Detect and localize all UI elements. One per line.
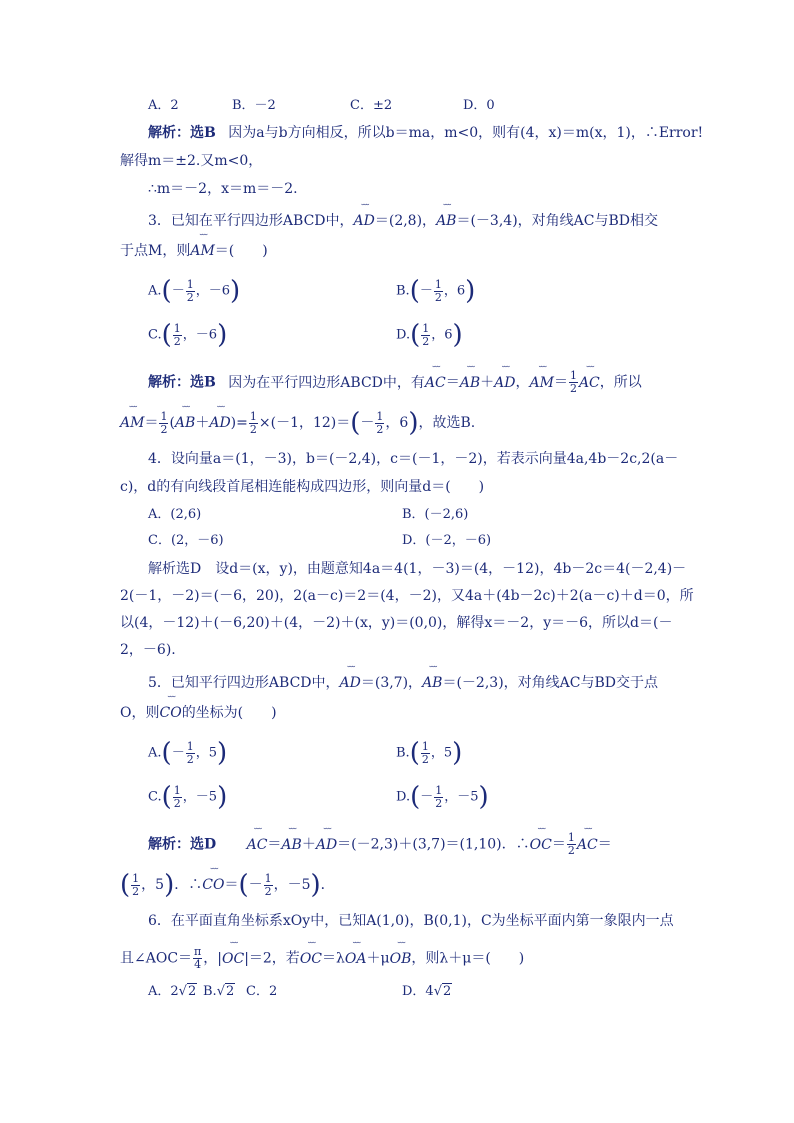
q2-analysis-text-1: 因为a与b方向相反，所以b＝ma，m<0，则有(4，x)＝m(x，1)，∴Error! (228, 125, 704, 141)
left-paren: ( (161, 276, 172, 306)
right-paren: ) (217, 320, 228, 350)
q3-option-d (396, 322, 463, 348)
q3-value: ，6 (431, 327, 453, 343)
vector-ab: ˘˘˘ AB (436, 212, 456, 230)
equals: ＝ (445, 374, 460, 391)
q6-stem-text: 且∠AOC＝ (120, 950, 193, 967)
q3-stem-line-1 (148, 212, 658, 230)
q5-option-c (148, 784, 227, 810)
left-paren: ( (238, 870, 249, 900)
sqrt-symbol: √2 (178, 984, 197, 999)
plus: ＋ (480, 374, 495, 391)
vector-am: ˘˘˘ AM (190, 242, 214, 260)
q2-analysis-line-1 (148, 124, 703, 142)
q3-value: ，6 (385, 415, 409, 431)
q6-option-b-label: B. (203, 984, 217, 999)
q4-option-c: C．(2，－6) (148, 533, 224, 548)
right-paren: ) (452, 320, 463, 350)
right-paren: ) (478, 782, 489, 812)
q3-value: ，－6 (182, 327, 218, 343)
equals: ＝ (144, 415, 159, 431)
q6-option-d-label: D．4 (402, 984, 434, 999)
sqrt-symbol: √2 (216, 984, 235, 999)
q5-stem-line-2 (120, 704, 277, 722)
comma: ， (515, 374, 530, 391)
fraction-half: $\frac{1}{2}$ (376, 409, 384, 436)
vector-ac: ˘˘˘ AC (579, 374, 600, 392)
left-paren: ( (161, 782, 172, 812)
vector-ac: ˘˘˘ AC (425, 374, 446, 392)
right-paren: ) (408, 408, 419, 438)
fraction-half: $\frac{1}{2}$ (422, 321, 430, 348)
right-paren: ) (164, 870, 175, 900)
q3-end-text: ，故选B. (418, 415, 476, 431)
q3-stem-text-2: 于点M，则 (120, 243, 191, 259)
q3-option-d-label: D. (396, 327, 411, 343)
q3-value: ，6 (443, 283, 466, 299)
q3-option-b (396, 278, 475, 304)
q6-option-c: C．2 (246, 984, 278, 999)
abs-close-text: |＝2，若 (244, 950, 300, 967)
equals: ＝ (597, 836, 612, 853)
q5-value: ，5 (141, 877, 165, 893)
q5-stem-text: 5．已知平行四边形ABCD中， (148, 675, 340, 691)
q3-option-c (148, 322, 227, 348)
fraction-half: $\frac{1}{2}$ (186, 277, 194, 304)
vector-ob: ˘˘˘ OB (390, 950, 412, 968)
fraction-half: $\frac{1}{2}$ (132, 871, 140, 898)
q4-stem-line-2: c)，d的有向线段首尾相连能构成四边形，则向量d＝( ) (120, 479, 485, 495)
period: ． (320, 877, 335, 893)
q4-analysis-line-4: 2，－6). (120, 642, 176, 658)
q6-option-a (148, 984, 197, 1000)
q2-option-b: B．－2 (232, 98, 276, 113)
q3-analysis-text: 因为在平行四边形ABCD中，有 (228, 374, 425, 391)
q3-answer-blank: ＝( ) (214, 243, 268, 259)
q4-analysis-line-2: 2(－1，－2)＝(－6，20)，2(a－c)＝2＝(4，－2)，又4a＋(4b－2c)＋2(a－c)＋d＝0，所 (120, 588, 694, 604)
q2-option-d: D．0 (463, 98, 495, 113)
vector-oa: ˘˘˘ OA (345, 950, 367, 968)
q5-option-d (396, 784, 489, 810)
vector-ac: ˘˘˘ AC (577, 836, 598, 854)
q2-analysis-label: 解析：选B (148, 125, 216, 141)
q5-analysis-line-2 (120, 872, 335, 898)
right-paren: ) (229, 276, 241, 306)
q6-option-b (203, 984, 235, 1000)
left-paren: ( (120, 870, 131, 900)
fraction-half: $\frac{1}{2}$ (569, 369, 577, 395)
fraction-half: $\frac{1}{2}$ (249, 409, 257, 436)
q5-option-a (148, 740, 227, 766)
plus: ＋ (195, 415, 210, 431)
fraction-half: $\frac{1}{2}$ (264, 871, 272, 898)
minus-sign: － (171, 283, 185, 299)
vector-co: ˘˘˘ CO (202, 876, 224, 894)
equals: ＝ (224, 877, 239, 893)
q3-stem-text: 3．已知在平行四边形ABCD中， (148, 213, 354, 229)
plus: ＋ (301, 836, 316, 853)
left-paren: ( (410, 320, 421, 350)
q5-value: ，－5 (273, 877, 311, 893)
q3-option-a-label: A. (148, 283, 162, 299)
q6-option-d (402, 984, 452, 1000)
q3-option-c-label: C. (148, 327, 162, 343)
q6-stem-line-2 (120, 946, 524, 971)
fraction-half: $\frac{1}{2}$ (434, 277, 442, 304)
vector-am: ˘˘˘ AM (529, 374, 553, 392)
vector-ad: ˘˘˘ AD (209, 414, 230, 432)
left-paren: ( (161, 738, 172, 768)
q5-option-c-label: C. (148, 789, 162, 805)
vector-ad: ˘˘˘ AD (494, 374, 515, 392)
q5-option-b-label: B. (396, 745, 410, 761)
q5-analysis-line-1 (148, 832, 612, 857)
q2-option-a: A．2 (148, 98, 179, 113)
q3-option-a (148, 278, 240, 304)
q3-analysis-line-1 (148, 370, 642, 395)
q4-analysis-line-1: 解析选D 设d＝(x，y)，由题意知4a＝4(1，－3)＝(4，－12)，4b－2c＝4(－2,4)－ (148, 561, 687, 577)
minus-sign: － (419, 283, 433, 299)
vector-ab: ˘˘˘ AB (460, 374, 480, 392)
vector-oc: ˘˘˘ OC (222, 950, 244, 968)
q5-value: ，－5 (182, 789, 218, 805)
q5-analysis-label: 解析：选D (148, 836, 217, 853)
q2-option-c: C．±2 (350, 98, 393, 113)
q5-option-b (396, 740, 462, 766)
vector-ac: ˘˘˘ AC (247, 836, 268, 854)
q5-option-a-label: A. (148, 745, 162, 761)
q3-product: ×(－1，12)＝ (258, 415, 351, 431)
equals: ＝ (551, 836, 566, 853)
q4-option-a: A．(2,6) (148, 507, 202, 522)
fraction-pi-over-4: $\frac{\pi}{4}$ (194, 945, 202, 971)
vector-ad: ˘˘˘ AD (316, 836, 337, 854)
abs-open: ，| (203, 950, 222, 967)
q5-ad-value: ＝(3,7)， (360, 675, 423, 691)
q2-analysis-line-2: 解得m＝±2.又m<0， (120, 153, 263, 169)
q6-option-a-label: A．2 (148, 984, 179, 999)
q5-answer-blank: 的坐标为( ) (181, 705, 277, 721)
fraction-half: $\frac{1}{2}$ (435, 783, 443, 810)
minus-sign: － (248, 877, 263, 893)
q5-value: ，5 (195, 745, 217, 761)
q5-analysis-mid: ＝(－2,3)＋(3,7)＝(1,10)．∴ (337, 836, 530, 853)
fraction-half: $\frac{1}{2}$ (173, 321, 181, 348)
q3-so-text: ，所以 (599, 374, 642, 391)
left-paren: ( (409, 276, 420, 306)
q5-stem-line-1 (148, 674, 658, 692)
minus-sign: － (171, 745, 185, 761)
q5-option-d-label: D. (396, 789, 411, 805)
q3-option-b-label: B. (396, 283, 410, 299)
left-paren: ( (410, 782, 421, 812)
equals: ＝ (553, 374, 568, 391)
q3-ad-value: ＝(2,8)， (374, 213, 437, 229)
therefore-text: ．∴ (174, 877, 203, 893)
q5-ab-value: ＝(－2,3)，对角线AC与BD交于点 (442, 675, 658, 691)
minus-sign: － (420, 789, 434, 805)
q3-ab-value: ＝(－3,4)，对角线AC与BD相交 (456, 213, 658, 229)
q6-answer-blank: ，则λ＋μ＝( ) (411, 950, 525, 967)
equals: ＝ (267, 836, 282, 853)
fraction-half: $\frac{1}{2}$ (186, 739, 194, 766)
vector-co: ˘˘˘ CO (159, 704, 181, 722)
fraction-half: $\frac{1}{2}$ (421, 739, 429, 766)
left-paren: ( (350, 408, 361, 438)
q3-stem-line-2 (120, 242, 268, 260)
q5-value: ，5 (430, 745, 453, 761)
q4-stem-line-1: 4．设向量a＝(1，－3)，b＝(－2,4)，c＝(－1，－2)，若表示向量4a,4b－2c,2(a－ (148, 451, 679, 467)
q4-option-d: D．(－2，－6) (402, 533, 492, 548)
left-paren: ( (161, 320, 172, 350)
left-paren: ( (409, 738, 420, 768)
minus-sign: － (360, 415, 375, 431)
vector-ad: ˘˘˘ AD (340, 674, 361, 692)
vector-ad: ˘˘˘ AD (354, 212, 375, 230)
fraction-half: $\frac{1}{2}$ (567, 831, 575, 857)
q2-analysis-line-3: ∴m＝－2，x＝m＝－2. (148, 181, 298, 197)
right-paren: ) (217, 782, 228, 812)
q3-analysis-label: 解析：选B (148, 374, 216, 391)
q4-option-b: B．(－2,6) (402, 507, 469, 522)
sqrt-symbol: √2 (433, 984, 452, 999)
right-paren: ) (465, 276, 476, 306)
q3-analysis-line-2: ˘˘˘ AM＝ $\frac{1}{2}$ (˘˘˘ AB＋˘˘˘ AD)= $\frac{1}{2}$ ×(－1，12)＝(－ $\frac{1}{2}$ ，6)，故选B. (120, 410, 475, 436)
q6-stem-line-1: 6．在平面直角坐标系xOy中，已知A(1,0)，B(0,1)，C为坐标平面内第一象限内一点 (148, 913, 674, 929)
plus-mu: ＋μ (366, 950, 390, 967)
q3-value: ，－6 (195, 283, 230, 299)
right-paren: ) (216, 738, 228, 768)
vector-oc: ˘˘˘ OC (530, 836, 552, 854)
vector-am: ˘˘˘ AM (120, 414, 144, 432)
vector-ab: ˘˘˘ AB (422, 674, 442, 692)
q4-analysis-line-3: 以(4，－12)＋(－6,20)＋(4，－2)＋(x，y)＝(0,0)，解得x＝－2，y＝－6，所以d＝(－ (120, 615, 673, 631)
fraction-half: $\frac{1}{2}$ (160, 409, 168, 436)
vector-ab: ˘˘˘ AB (175, 414, 195, 432)
right-paren: ) (310, 870, 321, 900)
equals-lambda: ＝λ (322, 950, 345, 967)
q5-value: ，－5 (444, 789, 479, 805)
q5-stem-text-2: O，则 (120, 705, 160, 721)
right-paren: ) (452, 738, 463, 768)
fraction-half: $\frac{1}{2}$ (173, 783, 181, 810)
vector-oc: ˘˘˘ OC (300, 950, 322, 968)
vector-ab: ˘˘˘ AB (281, 836, 301, 854)
